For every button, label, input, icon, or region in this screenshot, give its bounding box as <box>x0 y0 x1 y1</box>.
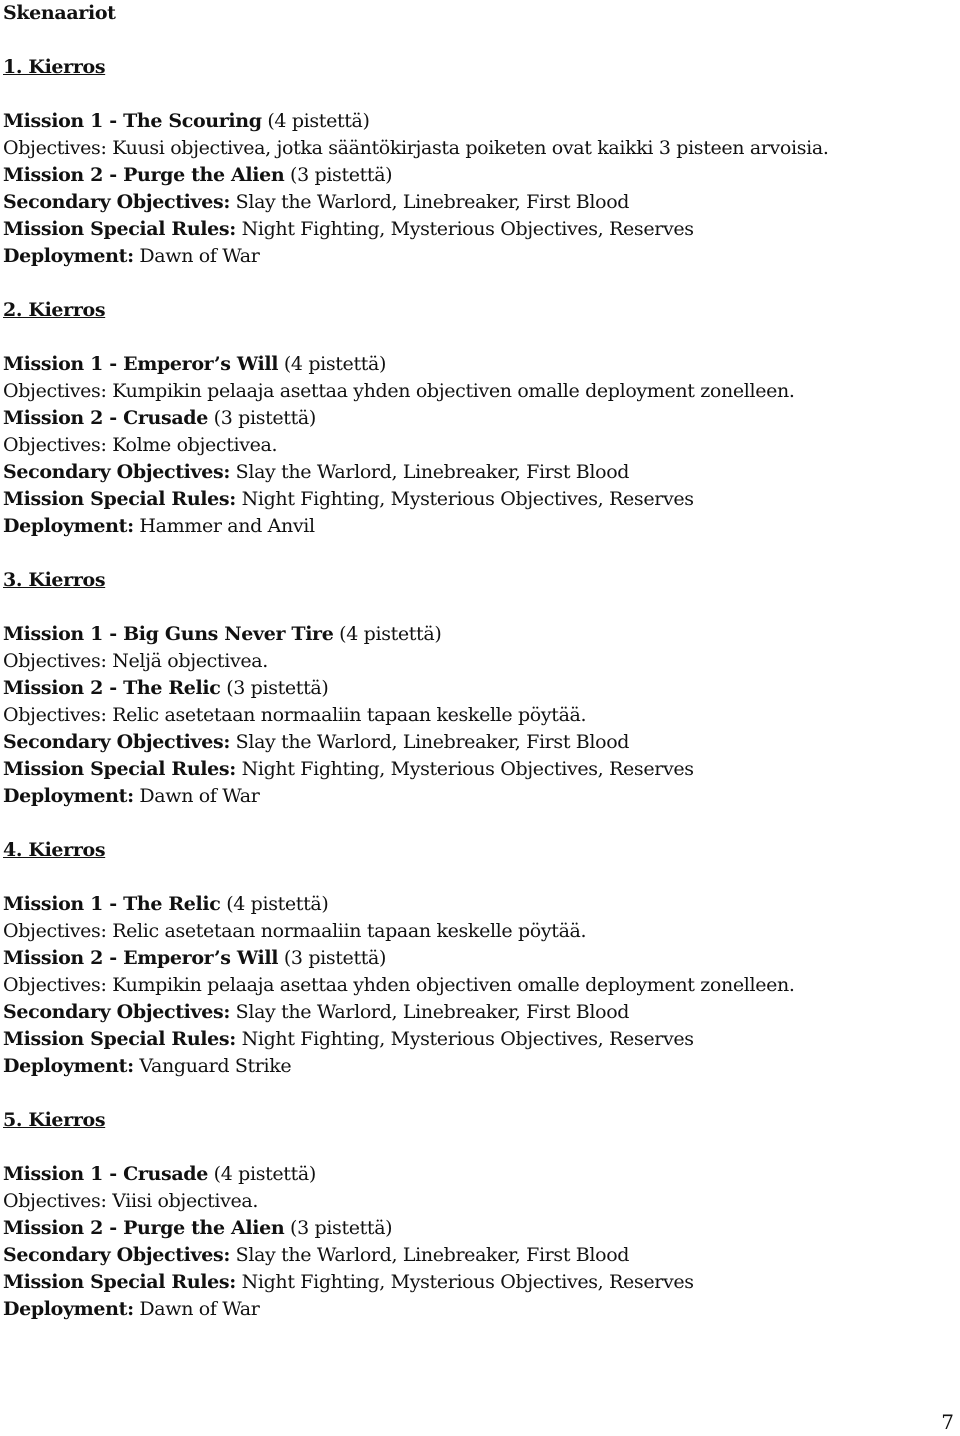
line-label: Secondary Objectives: <box>3 1001 230 1023</box>
line-text: Dawn of War <box>133 785 260 807</box>
spacer <box>3 270 953 297</box>
line-label: Mission Special Rules: <box>3 1271 236 1293</box>
rounds-list <box>3 54 953 1323</box>
mission-line <box>3 999 953 1026</box>
mission-line <box>3 945 953 972</box>
line-text: Objectives: Neljä objectivea. <box>3 650 268 672</box>
line-text: (3 pistettä) <box>278 947 387 969</box>
mission-line <box>3 729 953 756</box>
line-text: Night Fighting, Mysterious Objectives, Reserves <box>235 488 694 510</box>
line-label: Secondary Objectives: <box>3 191 230 213</box>
round-heading: 2. Kierros <box>3 299 106 321</box>
mission-line <box>3 378 953 405</box>
line-label: Mission 1 - The Relic <box>3 893 221 915</box>
round-section <box>3 837 953 1107</box>
line-text: Objectives: Kumpikin pelaaja asettaa yhden objectiven omalle deployment zonelleen. <box>3 974 795 996</box>
line-label: Deployment: <box>3 515 134 537</box>
round-section <box>3 297 953 567</box>
mission-line <box>3 1242 953 1269</box>
mission-line <box>3 1161 953 1188</box>
line-text: Hammer and Anvil <box>133 515 315 537</box>
line-text: (3 pistettä) <box>284 164 393 186</box>
mission-line <box>3 648 953 675</box>
mission-line <box>3 513 953 540</box>
line-text: Objectives: Relic asetetaan normaaliin tapaan keskelle pöytää. <box>3 704 587 726</box>
document-title: Skenaariot <box>3 2 116 24</box>
line-label: Mission 2 - Purge the Alien <box>3 164 285 186</box>
mission-line <box>3 243 953 270</box>
mission-line <box>3 1296 953 1323</box>
mission-line <box>3 135 953 162</box>
spacer <box>3 864 953 891</box>
round-heading: 4. Kierros <box>3 839 106 861</box>
document-page <box>3 0 953 1323</box>
mission-line <box>3 972 953 999</box>
line-label: Secondary Objectives: <box>3 1244 230 1266</box>
line-text: (4 pistettä) <box>220 893 329 915</box>
line-text: Objectives: Kumpikin pelaaja asettaa yhden objectiven omalle deployment zonelleen. <box>3 380 795 402</box>
line-text: Night Fighting, Mysterious Objectives, Reserves <box>235 758 694 780</box>
round-heading: 3. Kierros <box>3 569 106 591</box>
line-text: Slay the Warlord, Linebreaker, First Blood <box>229 461 630 483</box>
line-label: Mission 1 - Big Guns Never Tire <box>3 623 334 645</box>
line-text: Dawn of War <box>133 1298 260 1320</box>
spacer <box>3 27 953 54</box>
mission-line <box>3 756 953 783</box>
line-text: Slay the Warlord, Linebreaker, First Blood <box>229 1244 630 1266</box>
spacer <box>3 540 953 567</box>
mission-line <box>3 108 953 135</box>
mission-line <box>3 1215 953 1242</box>
mission-line <box>3 189 953 216</box>
line-label: Deployment: <box>3 245 134 267</box>
line-text: (4 pistettä) <box>278 353 387 375</box>
line-label: Deployment: <box>3 1055 134 1077</box>
spacer <box>3 1080 953 1107</box>
mission-line <box>3 486 953 513</box>
mission-line <box>3 702 953 729</box>
mission-line <box>3 162 953 189</box>
line-label: Mission 2 - Purge the Alien <box>3 1217 285 1239</box>
mission-line <box>3 432 953 459</box>
line-label: Mission Special Rules: <box>3 1028 236 1050</box>
spacer <box>3 594 953 621</box>
line-text: Objectives: Relic asetetaan normaaliin tapaan keskelle pöytää. <box>3 920 587 942</box>
line-text: Night Fighting, Mysterious Objectives, Reserves <box>235 1028 694 1050</box>
mission-line <box>3 459 953 486</box>
line-text: (3 pistettä) <box>284 1217 393 1239</box>
mission-line <box>3 621 953 648</box>
line-label: Mission 1 - Emperor’s Will <box>3 353 279 375</box>
line-text: Slay the Warlord, Linebreaker, First Blood <box>229 731 630 753</box>
line-text: (4 pistettä) <box>207 1163 316 1185</box>
line-text: (4 pistettä) <box>333 623 442 645</box>
line-label: Mission Special Rules: <box>3 758 236 780</box>
spacer <box>3 1134 953 1161</box>
mission-line <box>3 1053 953 1080</box>
line-label: Mission 2 - The Relic <box>3 677 221 699</box>
line-text: Night Fighting, Mysterious Objectives, Reserves <box>235 218 694 240</box>
mission-line <box>3 783 953 810</box>
mission-line <box>3 351 953 378</box>
line-label: Mission Special Rules: <box>3 488 236 510</box>
line-label: Secondary Objectives: <box>3 731 230 753</box>
mission-line <box>3 675 953 702</box>
line-label: Mission 2 - Emperor’s Will <box>3 947 279 969</box>
line-label: Deployment: <box>3 1298 134 1320</box>
line-text: Night Fighting, Mysterious Objectives, Reserves <box>235 1271 694 1293</box>
line-label: Mission 1 - The Scouring <box>3 110 262 132</box>
line-text: Vanguard Strike <box>133 1055 292 1077</box>
spacer <box>3 81 953 108</box>
mission-line <box>3 1026 953 1053</box>
spacer <box>3 810 953 837</box>
mission-line <box>3 1188 953 1215</box>
round-heading: 5. Kierros <box>3 1109 106 1131</box>
line-label: Mission 2 - Crusade <box>3 407 208 429</box>
round-section <box>3 54 953 297</box>
line-label: Deployment: <box>3 785 134 807</box>
line-text: Slay the Warlord, Linebreaker, First Blood <box>229 1001 630 1023</box>
line-label: Mission 1 - Crusade <box>3 1163 208 1185</box>
line-text: Objectives: Kuusi objectivea, jotka sääntökirjasta poiketen ovat kaikki 3 pisteen arvoisia. <box>3 137 829 159</box>
line-text: Slay the Warlord, Linebreaker, First Blood <box>229 191 630 213</box>
mission-line <box>3 918 953 945</box>
line-text: (3 pistettä) <box>207 407 316 429</box>
line-text: Objectives: Viisi objectivea. <box>3 1190 259 1212</box>
line-text: Objectives: Kolme objectivea. <box>3 434 278 456</box>
line-text: (3 pistettä) <box>220 677 329 699</box>
page-number: 7 <box>941 1410 954 1434</box>
line-text: (4 pistettä) <box>261 110 370 132</box>
line-label: Mission Special Rules: <box>3 218 236 240</box>
round-heading: 1. Kierros <box>3 56 106 78</box>
mission-line <box>3 1269 953 1296</box>
round-section <box>3 1107 953 1323</box>
mission-line <box>3 216 953 243</box>
round-section <box>3 567 953 837</box>
mission-line <box>3 891 953 918</box>
mission-line <box>3 405 953 432</box>
line-text: Dawn of War <box>133 245 260 267</box>
line-label: Secondary Objectives: <box>3 461 230 483</box>
spacer <box>3 324 953 351</box>
